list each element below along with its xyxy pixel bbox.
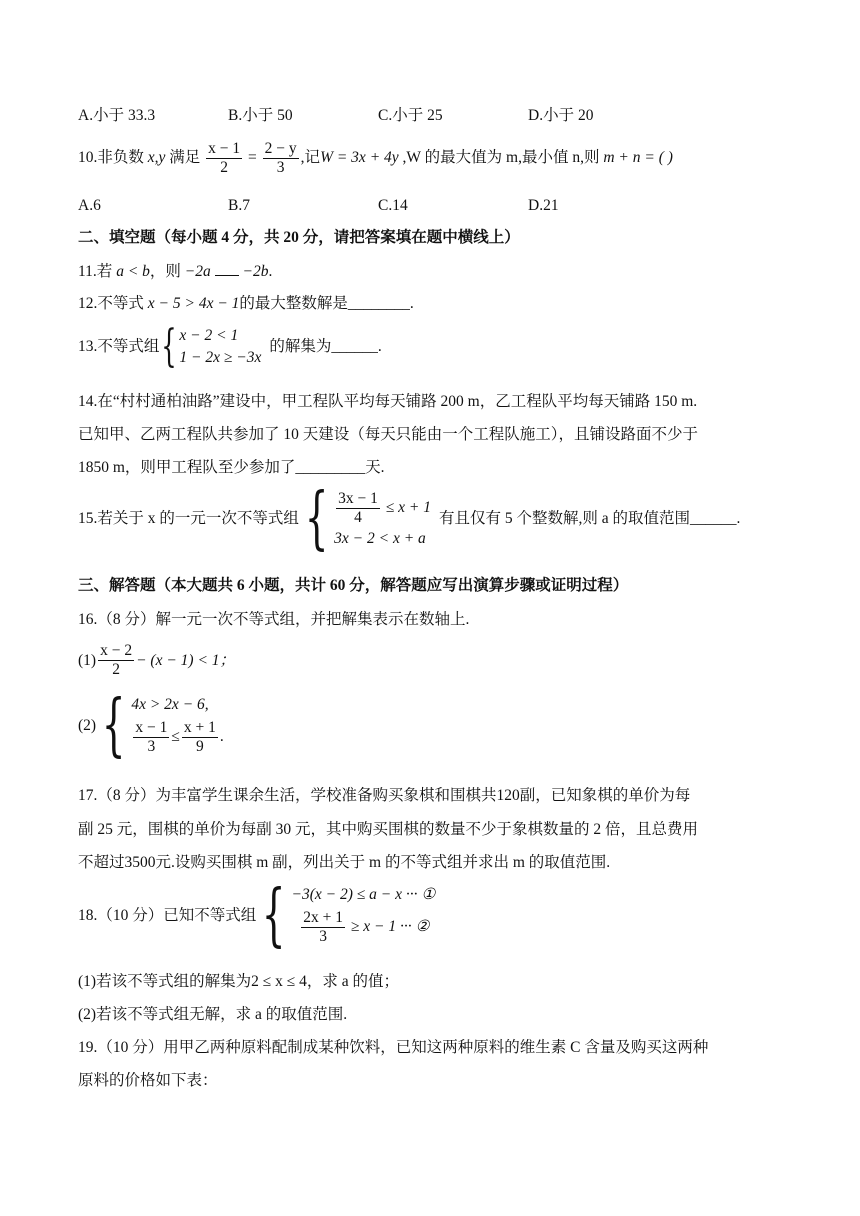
q17-line-3: 不超过3500元.设购买围棋 m 副，列出关于 m 的不等式组并求出 m 的取值范围. — [78, 854, 611, 871]
q12-inequality: x − 5 > 4x − 1 — [147, 295, 240, 312]
question-15: 15.若关于 x 的一元一次不等式组 { $\frac{3x - 1}{4}$ ≤ x + 1 3x − 2 < x + a 有且仅有 5 个整数解,则 a 的取值范围______. — [78, 479, 741, 558]
q11-condition: a < b — [116, 263, 150, 280]
question-13: 13.不等式组 { x − 2 < 1 1 − 2x ≥ −3x 的解集为______. — [78, 321, 382, 372]
q15-brace: { — [304, 479, 329, 558]
q9-option-d: D.小于 20 — [528, 107, 594, 124]
q18-brace: { — [262, 876, 286, 955]
q18-part-2: (2)若该不等式组无解，求 a 的取值范围. — [78, 1006, 348, 1023]
q10-w-expression: W = 3x + 4y — [320, 149, 399, 167]
question-11: 11.若 a < b，则 −2a −2b. — [78, 263, 273, 280]
q14-line-3: 1850 m，则甲工程队至少参加了_________天. — [78, 459, 385, 476]
q13-system: x − 2 < 1 1 − 2x ≥ −3x — [179, 327, 262, 366]
q14-line-2: 已知甲、乙两工程队共参加了 10 天建设（每天只能由一个工程队施工），且铺设路面不少于 — [78, 426, 699, 443]
q16-stem: 16.（8 分）解一元一次不等式组，并把解集表示在数轴上. — [78, 611, 470, 628]
q10-fraction-1: $\frac{x - 1}{2}$ — [208, 140, 241, 176]
q10-text: 满足 — [165, 149, 201, 167]
q10-option-c: C.14 — [378, 197, 408, 214]
q19-line-2: 原料的价格如下表： — [78, 1072, 218, 1089]
q10-option-d: D.21 — [528, 197, 559, 214]
q16-brace: { — [101, 686, 126, 765]
q19-line-1: 19.（10 分）用甲乙两种原料配制成某种饮料，已知这两种原料的维生素 C 含量及购买这两种 — [78, 1039, 709, 1056]
q10-options — [78, 196, 778, 216]
q17-line-1: 17.（8 分）为丰富学生课余生活，学校准备购买象棋和围棋共120副，已知象棋的单价为每 — [78, 787, 691, 804]
q9-option-a: A.小于 33.3 — [78, 107, 156, 124]
q10-option-a: A.6 — [78, 197, 101, 214]
q13-brace: { — [161, 321, 178, 372]
q10-option-b: B.7 — [228, 197, 250, 214]
question-18: 18.（10 分）已知不等式组 { −3(x − 2) ≤ a − x ··· ① $\frac{2x + 1}{3}$ ≥ x − 1 ··· ② — [78, 876, 436, 955]
q10-prefix: 10.非负数 — [78, 149, 148, 167]
q11-answer-blank — [215, 261, 239, 276]
section-3-title: 三、解答题（本大题共 6 小题，共计 60 分，解答题应写出演算步骤或证明过程） — [78, 577, 629, 594]
question-12: 12.不等式 x − 5 > 4x − 1的最大整数解是________. — [78, 295, 414, 312]
q10-question: m + n = ( ) — [603, 149, 673, 167]
q14-line-1: 14.在“村村通柏油路”建设中，甲工程队平均每天铺路 200 m，乙工程队平均每天铺路 150 m. — [78, 393, 698, 410]
q9-options — [78, 106, 778, 126]
q16-part-2: (2) { 4x > 2x − 6, $\frac{x - 1}{3}$ ≤ $\frac{x + 1}{9}$ . — [78, 686, 224, 765]
q18-part-1: (1)若该不等式组的解集为2 ≤ x ≤ 4，求 a 的值； — [78, 973, 399, 990]
q10-vars: x,y — [147, 149, 166, 167]
q9-option-c: C.小于 25 — [378, 107, 443, 124]
q15-system: $\frac{3x - 1}{4}$ ≤ x + 1 3x − 2 < x + a — [334, 489, 432, 547]
section-2-title: 二、填空题（每小题 4 分，共 20 分，请把答案填在题中横线上） — [78, 229, 520, 246]
q17-line-2: 副 25 元，围棋的单价为每副 30 元，其中购买围棋的数量不少于象棋数量的 2 倍，且总费用 — [78, 821, 699, 838]
q16-part-1: (1) $\frac{x - 2}{2}$ − (x − 1) < 1； — [78, 642, 236, 678]
question-10: 10.非负数 x,y 满足 $\frac{x - 1}{2}$ = $\frac{2 - y}{3}$ ,记W = 3x + 4y ,W 的最大值为 m,最小值 n,则 m + n = ( ) — [78, 140, 673, 176]
q9-option-b: B.小于 50 — [228, 107, 293, 124]
q10-fraction-2: $\frac{2 - y}{3}$ — [264, 140, 297, 176]
